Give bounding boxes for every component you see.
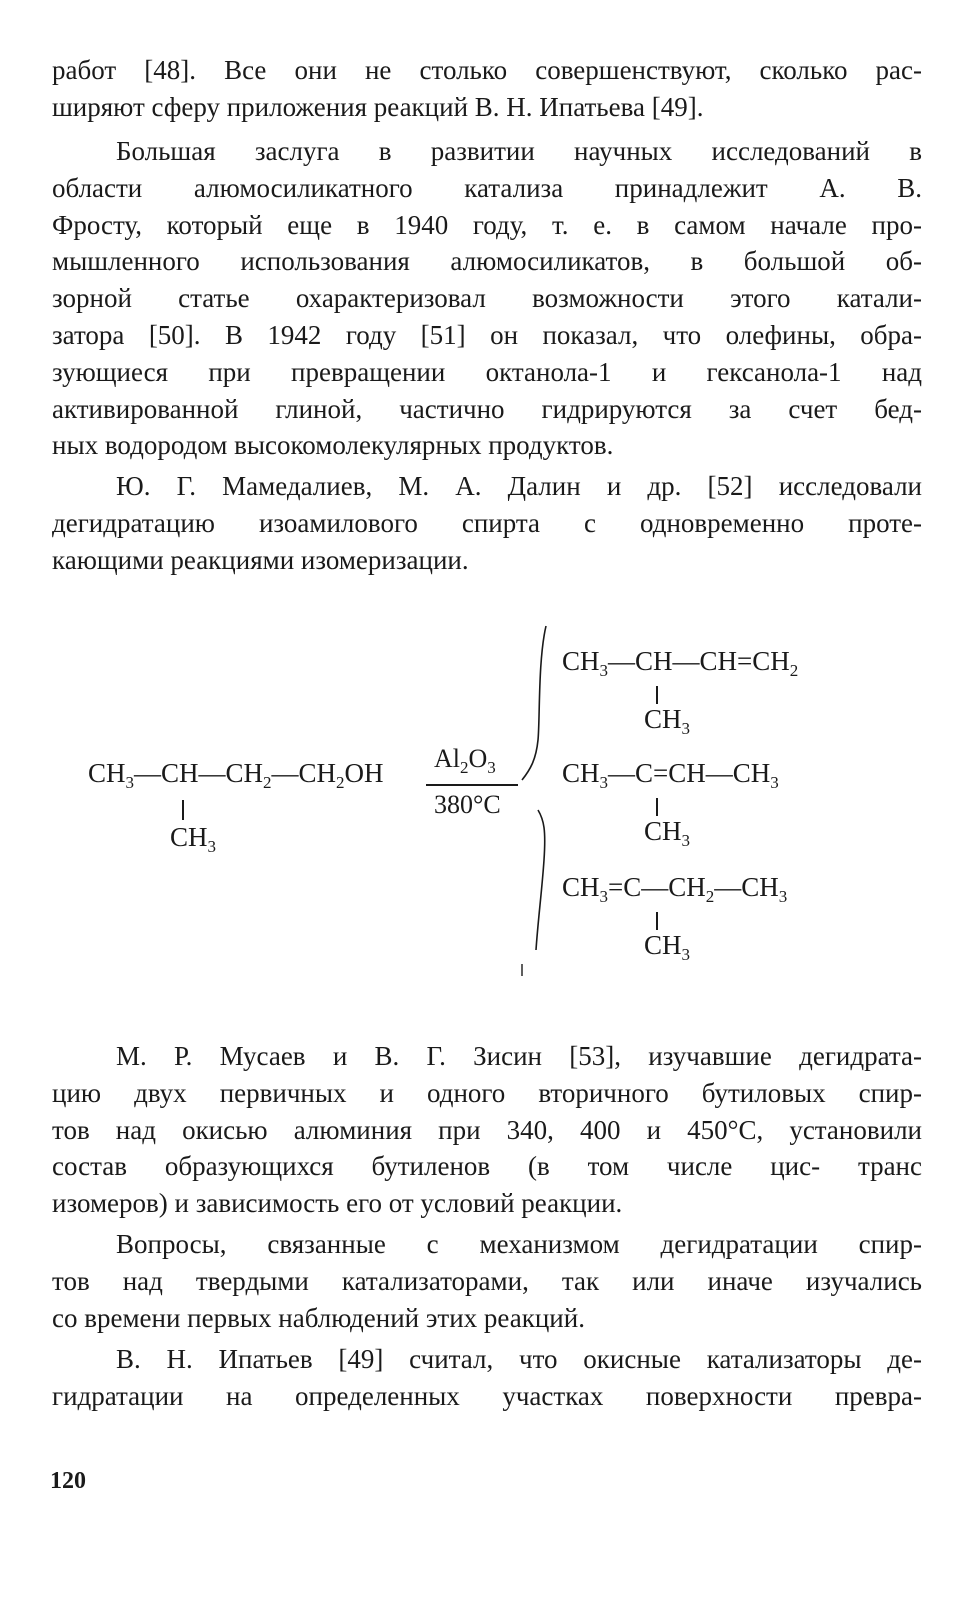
product-1-branch: $CH_3$ (644, 704, 691, 738)
text-line: цию двух первичных и одного вторичного бутиловых спир- (52, 1077, 922, 1108)
paragraph-continuation (52, 52, 922, 126)
text-line: состав образующихся бутиленов (в том числе цис- транс (52, 1151, 922, 1182)
product-2-branch: $CH_3$ (644, 816, 691, 850)
text-line: изомеров) и зависимость его от условий реакции. (52, 1188, 623, 1219)
reactant-formula: $CH_3—CH—CH_2—CH_2OH$ (88, 758, 384, 792)
text-line: зорной статье охарактеризовал возможности этого катали- (52, 283, 922, 314)
branch-bond (656, 686, 658, 704)
text-line: Ю. Г. Мамедалиев, М. А. Далин и др. [52] исследовали (116, 471, 922, 501)
text-line: гидратации на определенных участках поверхности превра- (52, 1380, 922, 1411)
text-line: дегидратацию изоамилового спирта с одновременно проте- (52, 507, 922, 538)
text-line: кающими реакциями изомеризации. (52, 544, 469, 575)
product-1-formula: $CH_3—CH—CH=CH_2$ (562, 646, 799, 680)
catalyst-label: $Al_2O_3$ (434, 744, 496, 777)
text-line: области алюмосиликатного катализа принадлежит А. В. (52, 172, 922, 203)
paragraph-ipatiev (52, 1341, 922, 1415)
text-line: Фросту, который еще в 1940 году, т. е. в самом начале про- (52, 209, 922, 240)
text-line: Большая заслуга в развитии научных исследований в (116, 136, 922, 166)
branch-bond (182, 800, 184, 820)
product-3-formula: $CH_3=C—CH_2—CH_3$ (562, 872, 788, 906)
text-line: тов над твердыми катализаторами, так или иначе изучались (52, 1265, 922, 1296)
text-line: ширяют сферу приложения реакций В. Н. Ипатьева [49]. (52, 91, 704, 122)
reaction-arrow (426, 784, 518, 786)
text-line: со времени первых наблюдений этих реакций. (52, 1302, 585, 1333)
branch-bond (656, 912, 658, 930)
text-line: активированной глиной, частично гидрируются за счет бед- (52, 393, 922, 424)
text-line: мышленного использования алюмосиликатов, в большой об- (52, 246, 922, 277)
text-line: затора [50]. В 1942 году [51] он показал, что олефины, обра- (52, 319, 922, 350)
page-number: 120 (50, 1468, 86, 1494)
temperature-label: 380°C (434, 790, 501, 819)
product-brace (516, 620, 556, 990)
text-line: В. Н. Ипатьев [49] считал, что окисные катализаторы де- (116, 1344, 922, 1374)
branch-bond (656, 798, 658, 816)
product-3-branch: $CH_3$ (644, 930, 691, 964)
paragraph-frost (52, 133, 922, 464)
text-line: Вопросы, связанные с механизмом дегидратации спир- (116, 1229, 922, 1259)
text-line: ных водородом высокомолекулярных продуктов. (52, 430, 614, 461)
paragraph-musaev (52, 1038, 922, 1222)
paragraph-mamedaliev (52, 468, 922, 578)
text-line: М. Р. Мусаев и В. Г. Зисин [53], изучавшие дегидрата- (116, 1041, 922, 1071)
product-2-formula: $CH_3—C=CH—CH_3$ (562, 758, 779, 792)
text-line: зующиеся при превращении октанола-1 и гексанола-1 над (52, 356, 922, 387)
text-line: работ [48]. Все они не столько совершенствуют, сколько рас- (52, 55, 922, 85)
paragraph-mechanism (52, 1226, 922, 1336)
text-line: тов над окисью алюминия при 340, 400 и 450°С, установили (52, 1114, 922, 1145)
reactant-branch: $CH_3$ (170, 822, 217, 856)
